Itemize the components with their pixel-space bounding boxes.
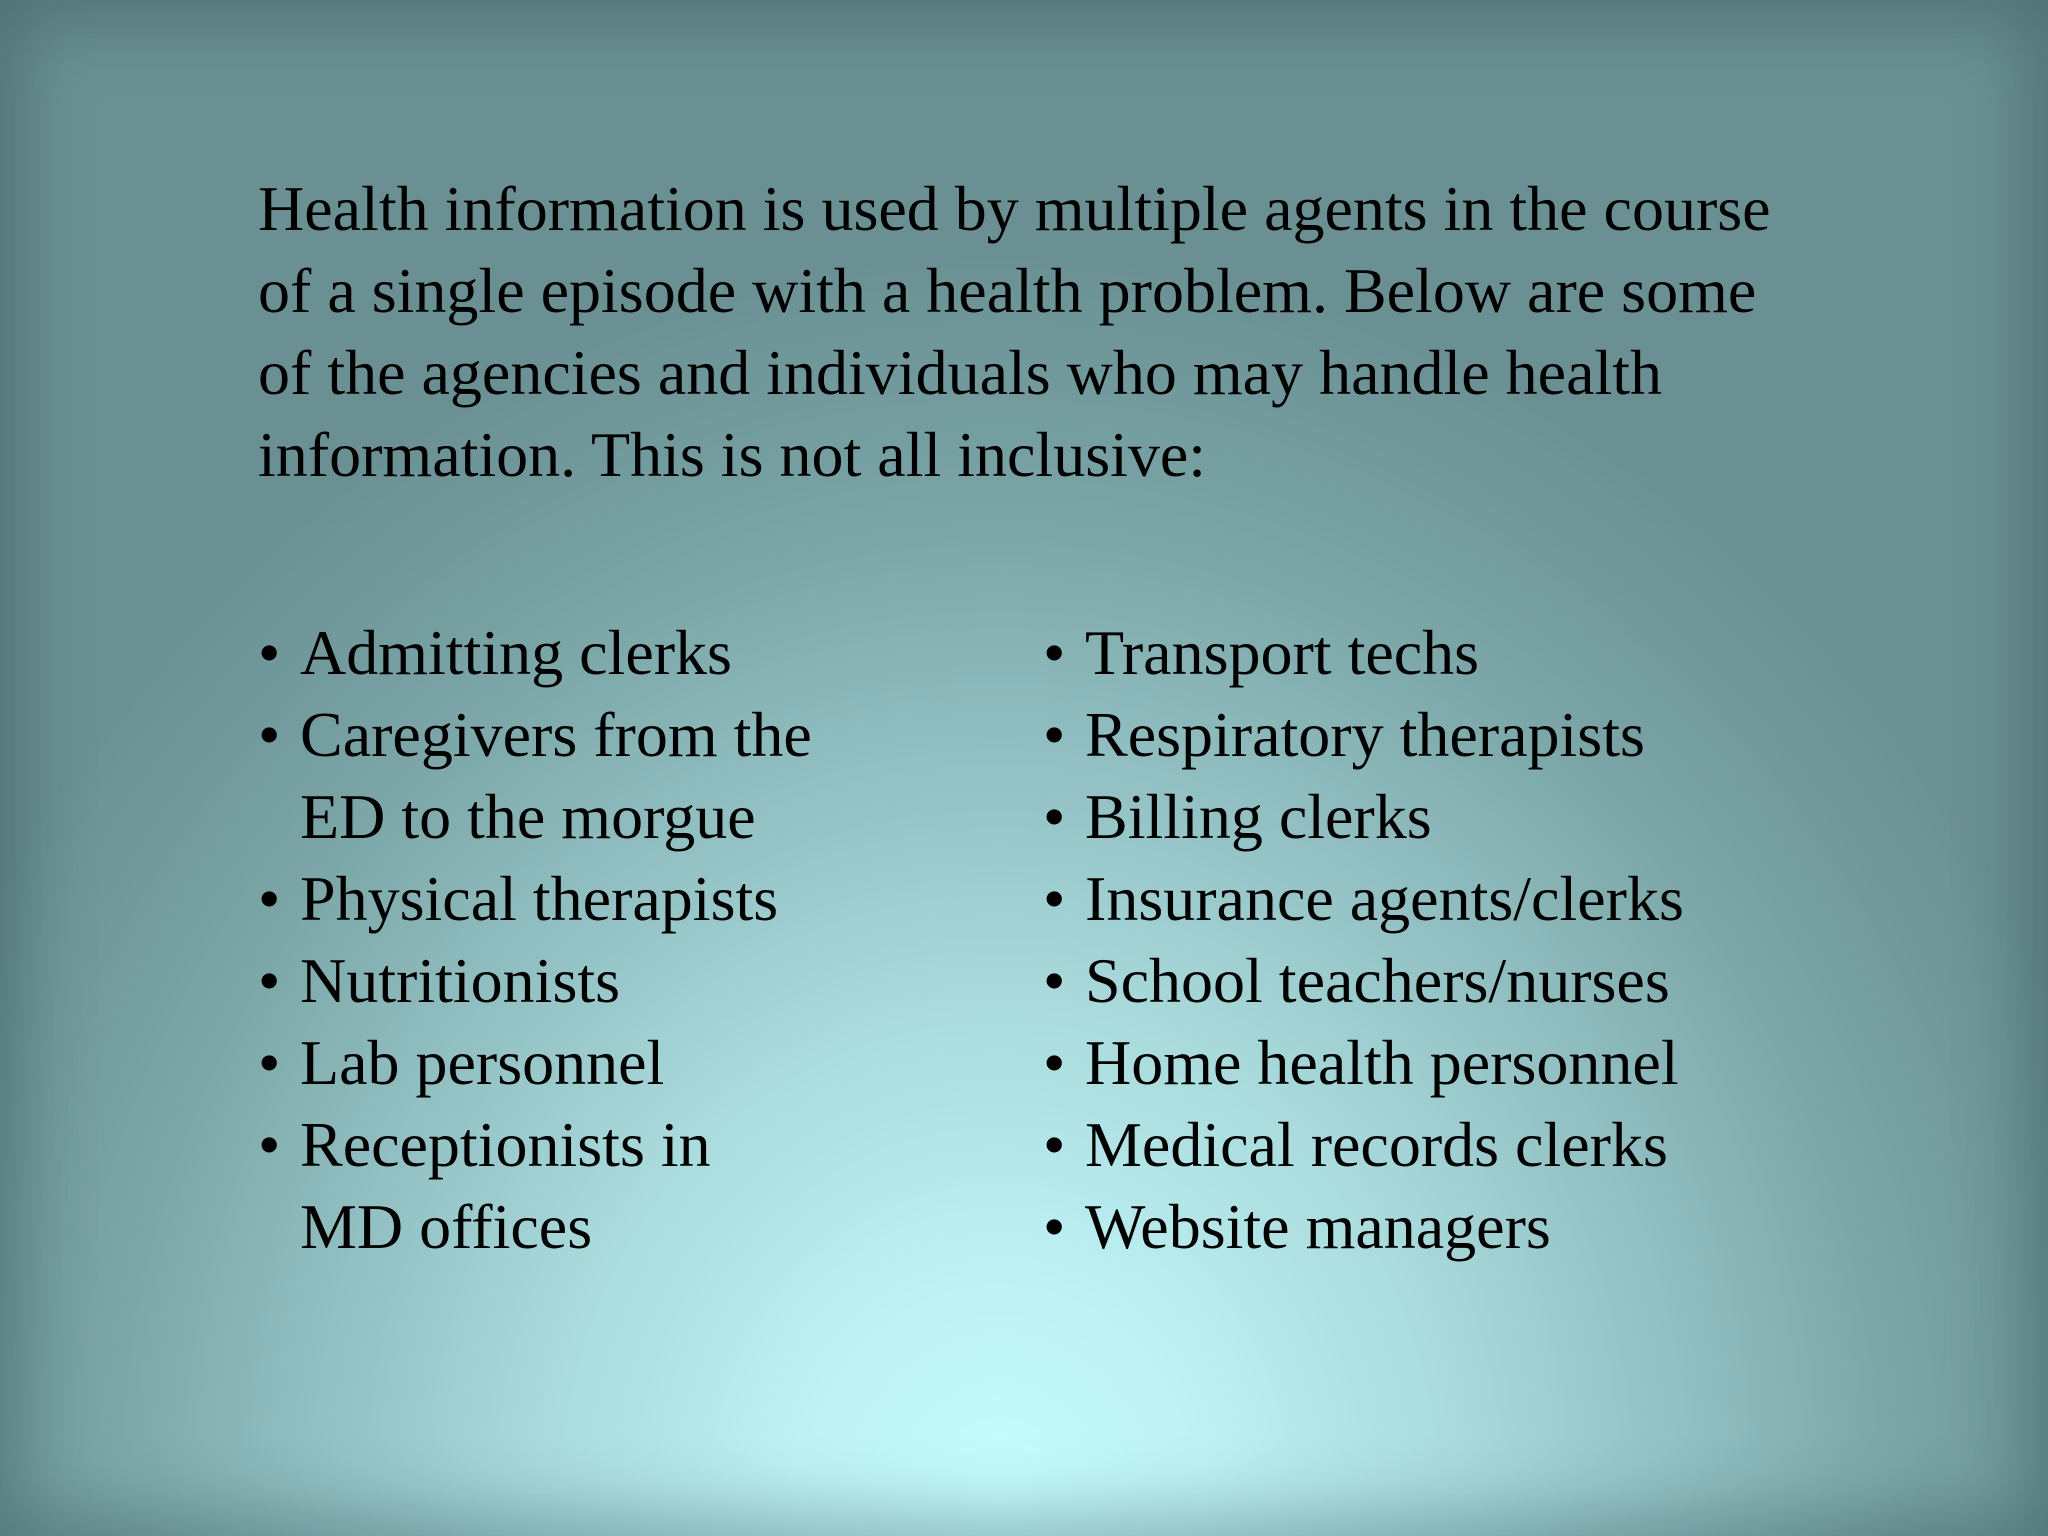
list-item <box>258 612 958 694</box>
bullet-icon: • <box>258 699 281 770</box>
list-item <box>258 1104 958 1268</box>
list-item-label: Receptionists in MD offices <box>300 1109 711 1262</box>
list-item <box>1043 940 1943 1022</box>
list-item <box>258 694 958 858</box>
list-item <box>258 940 958 1022</box>
list-item <box>1043 1022 1943 1104</box>
bullet-icon: • <box>258 945 281 1016</box>
bullet-icon: • <box>1043 945 1066 1016</box>
list-item <box>258 858 958 940</box>
bullet-icon: • <box>258 1109 281 1180</box>
agents-list-left <box>258 612 958 1268</box>
list-item-label: Respiratory therapists <box>1085 699 1645 770</box>
bullet-icon: • <box>1043 863 1066 934</box>
list-item <box>258 1022 958 1104</box>
bullet-icon: • <box>258 1027 281 1098</box>
bullet-icon: • <box>1043 617 1066 688</box>
list-item-label: Website managers <box>1085 1191 1551 1262</box>
list-item-label: School teachers/nurses <box>1085 945 1670 1016</box>
bullet-icon: • <box>1043 1191 1066 1262</box>
list-item-label: Insurance agents/clerks <box>1085 863 1684 934</box>
list-item-label: Home health personnel <box>1085 1027 1679 1098</box>
list-item-label: Medical records clerks <box>1085 1109 1668 1180</box>
list-item-label: Transport techs <box>1085 617 1480 688</box>
list-item <box>1043 1186 1943 1268</box>
bullet-icon: • <box>258 617 281 688</box>
list-item <box>1043 694 1943 776</box>
bullet-icon: • <box>1043 1027 1066 1098</box>
list-item-label: Billing clerks <box>1085 781 1432 852</box>
bullet-icon: • <box>1043 1109 1066 1180</box>
list-item-label: Admitting clerks <box>300 617 732 688</box>
list-item-label: Nutritionists <box>300 945 621 1016</box>
agents-list-right <box>1043 612 1943 1268</box>
list-item <box>1043 858 1943 940</box>
list-item <box>1043 776 1943 858</box>
bullet-icon: • <box>258 863 281 934</box>
intro-paragraph: Health information is used by multiple agents in the course of a single episode with a health problem. Below are some of the agencies and individuals who may handle health information. This is not all inclusive: <box>258 173 1771 490</box>
bullet-icon: • <box>1043 699 1066 770</box>
list-item <box>1043 1104 1943 1186</box>
list-item-label: Lab personnel <box>300 1027 665 1098</box>
list-item-label: Physical therapists <box>300 863 779 934</box>
list-item-label: Caregivers from the ED to the morgue <box>300 699 812 852</box>
list-item <box>1043 612 1943 694</box>
bullet-icon: • <box>1043 781 1066 852</box>
